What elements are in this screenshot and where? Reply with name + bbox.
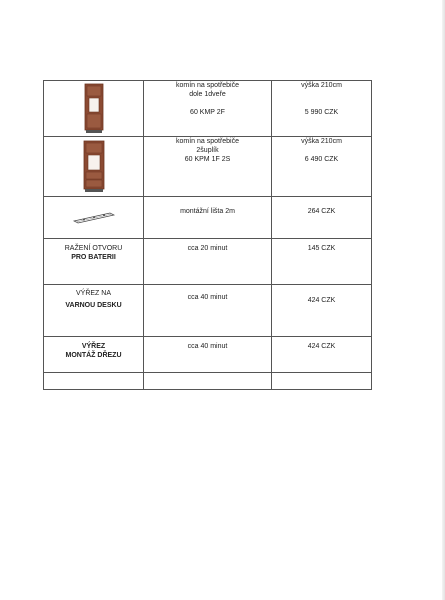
product-code: 60 KMP 2F: [190, 109, 225, 116]
description-line: komín na spotřebiče: [175, 138, 240, 145]
description-cell: [144, 337, 272, 373]
price-value: 424 CZK: [307, 343, 336, 350]
service-title: VÝŘEZ: [81, 343, 106, 350]
service-name-cell: [44, 239, 144, 285]
product-code: 60 KPM 1F 2S: [184, 156, 231, 163]
empty-cell: [144, 373, 272, 390]
description-cell: [144, 137, 272, 197]
description-line: cca 40 minut: [187, 343, 228, 350]
chimney-unit-door-icon: [83, 83, 105, 135]
table-row: [44, 285, 372, 337]
service-subtitle: PRO BATERII: [71, 254, 116, 261]
description-line: cca 20 minut: [187, 245, 228, 252]
description-cell: [144, 197, 272, 239]
price-cell: [272, 239, 372, 285]
service-title: VÝŘEZ NA: [75, 290, 111, 297]
price-cell: [272, 285, 372, 337]
description-cell: [144, 81, 272, 137]
item-image-cell: [44, 81, 144, 137]
service-subtitle: MONTÁŽ DŘEZU: [65, 352, 122, 359]
item-image-cell: [44, 137, 144, 197]
price-value: 424 CZK: [307, 297, 336, 304]
service-name-cell: [44, 337, 144, 373]
description-cell: [144, 239, 272, 285]
price-value: 264 CZK: [307, 208, 336, 215]
table-row: [44, 337, 372, 373]
description-line: 2šuplík: [196, 147, 219, 154]
service-subtitle: VARNOU DESKU: [65, 302, 122, 309]
description-line: komín na spotřebiče: [175, 82, 240, 89]
table-row: [44, 197, 372, 239]
price-table: [43, 80, 372, 390]
table-row: [44, 137, 372, 197]
price-cell: [272, 197, 372, 239]
empty-cell: [272, 373, 372, 390]
price-cell: [272, 81, 372, 137]
price-cell: [272, 337, 372, 373]
height-text: výška 210cm: [301, 82, 342, 89]
description-cell: [144, 285, 272, 337]
table-row: [44, 239, 372, 285]
price-cell: [272, 137, 372, 197]
price-value: 145 CZK: [307, 245, 336, 252]
chimney-unit-drawers-icon: [82, 140, 106, 194]
description-line: dole 1dveře: [189, 91, 226, 98]
table-row: [44, 81, 372, 137]
price-value: 5 990 CZK: [304, 109, 339, 116]
table-row: [44, 373, 372, 390]
empty-cell: [44, 373, 144, 390]
service-title: RAŽENÍ OTVORU: [64, 245, 123, 252]
description-line: montážní lišta 2m: [180, 208, 235, 215]
mounting-rail-icon: [72, 211, 116, 225]
service-name-cell: [44, 285, 144, 337]
height-text: výška 210cm: [301, 138, 342, 145]
item-image-cell: [44, 197, 144, 239]
description-line: cca 40 minut: [187, 294, 228, 301]
price-value: 6 490 CZK: [304, 156, 339, 163]
